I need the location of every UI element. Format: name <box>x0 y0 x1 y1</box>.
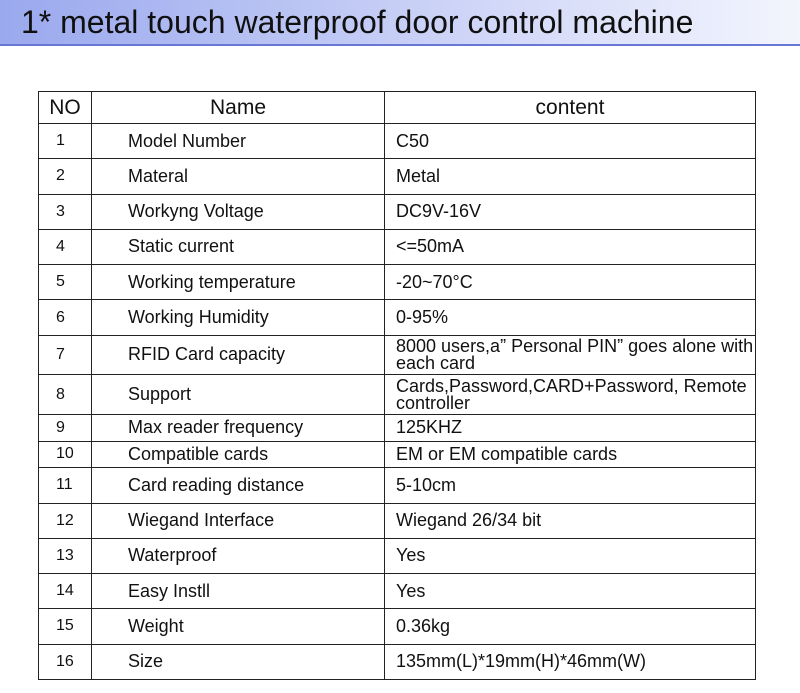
table-row <box>39 574 756 609</box>
row-name: Static current <box>92 229 385 264</box>
row-content: 135mm(L)*19mm(H)*46mm(W) <box>385 644 756 679</box>
row-name: Wiegand Interface <box>92 503 385 538</box>
row-name: Card reading distance <box>92 468 385 503</box>
row-name: Materal <box>92 159 385 194</box>
header-no: NO <box>39 92 92 124</box>
row-name: Model Number <box>92 124 385 159</box>
table-row <box>39 644 756 679</box>
row-name: Working Humidity <box>92 300 385 335</box>
row-number: 2 <box>39 159 92 194</box>
row-name: Waterproof <box>92 538 385 573</box>
row-content: EM or EM compatible cards <box>385 441 756 468</box>
header-name: Name <box>92 92 385 124</box>
row-name: Working temperature <box>92 265 385 300</box>
table-row <box>39 414 756 441</box>
row-name: Compatible cards <box>92 441 385 468</box>
row-content: 8000 users,a” Personal PIN” goes alone with each card <box>385 335 756 375</box>
table-row <box>39 194 756 229</box>
row-number: 13 <box>39 538 92 573</box>
row-name: Size <box>92 644 385 679</box>
table-row <box>39 538 756 573</box>
row-number: 7 <box>39 335 92 375</box>
table-row <box>39 124 756 159</box>
table-header-row <box>39 92 756 124</box>
row-number: 4 <box>39 229 92 264</box>
table-row <box>39 609 756 644</box>
row-content: Cards,Password,CARD+Password, Remote controller <box>385 375 756 415</box>
table-row <box>39 468 756 503</box>
row-number: 11 <box>39 468 92 503</box>
row-content: Metal <box>385 159 756 194</box>
row-number: 15 <box>39 609 92 644</box>
row-content: Wiegand 26/34 bit <box>385 503 756 538</box>
table-row <box>39 265 756 300</box>
table-row <box>39 335 756 375</box>
row-number: 5 <box>39 265 92 300</box>
table-row <box>39 441 756 468</box>
table-row <box>39 159 756 194</box>
row-name: Weight <box>92 609 385 644</box>
table-row <box>39 229 756 264</box>
row-number: 6 <box>39 300 92 335</box>
row-content: C50 <box>385 124 756 159</box>
row-content: <=50mA <box>385 229 756 264</box>
row-name: Support <box>92 375 385 415</box>
header-content: content <box>385 92 756 124</box>
row-content: Yes <box>385 538 756 573</box>
row-name: Workyng Voltage <box>92 194 385 229</box>
row-number: 9 <box>39 414 92 441</box>
table-row <box>39 503 756 538</box>
row-name: Max reader frequency <box>92 414 385 441</box>
row-number: 10 <box>39 441 92 468</box>
row-number: 12 <box>39 503 92 538</box>
table-row <box>39 300 756 335</box>
page-title: 1* metal touch waterproof door control machine <box>21 4 694 40</box>
row-content: -20~70°C <box>385 265 756 300</box>
row-content: 0.36kg <box>385 609 756 644</box>
title-banner <box>0 0 800 46</box>
row-number: 8 <box>39 375 92 415</box>
table-row <box>39 375 756 415</box>
row-content: 125KHZ <box>385 414 756 441</box>
row-content: DC9V-16V <box>385 194 756 229</box>
row-name: RFID Card capacity <box>92 335 385 375</box>
row-number: 1 <box>39 124 92 159</box>
row-content: 0-95% <box>385 300 756 335</box>
row-content: Yes <box>385 574 756 609</box>
spec-table <box>38 91 756 680</box>
row-number: 16 <box>39 644 92 679</box>
row-number: 3 <box>39 194 92 229</box>
row-content: 5-10cm <box>385 468 756 503</box>
row-number: 14 <box>39 574 92 609</box>
row-name: Easy Instll <box>92 574 385 609</box>
